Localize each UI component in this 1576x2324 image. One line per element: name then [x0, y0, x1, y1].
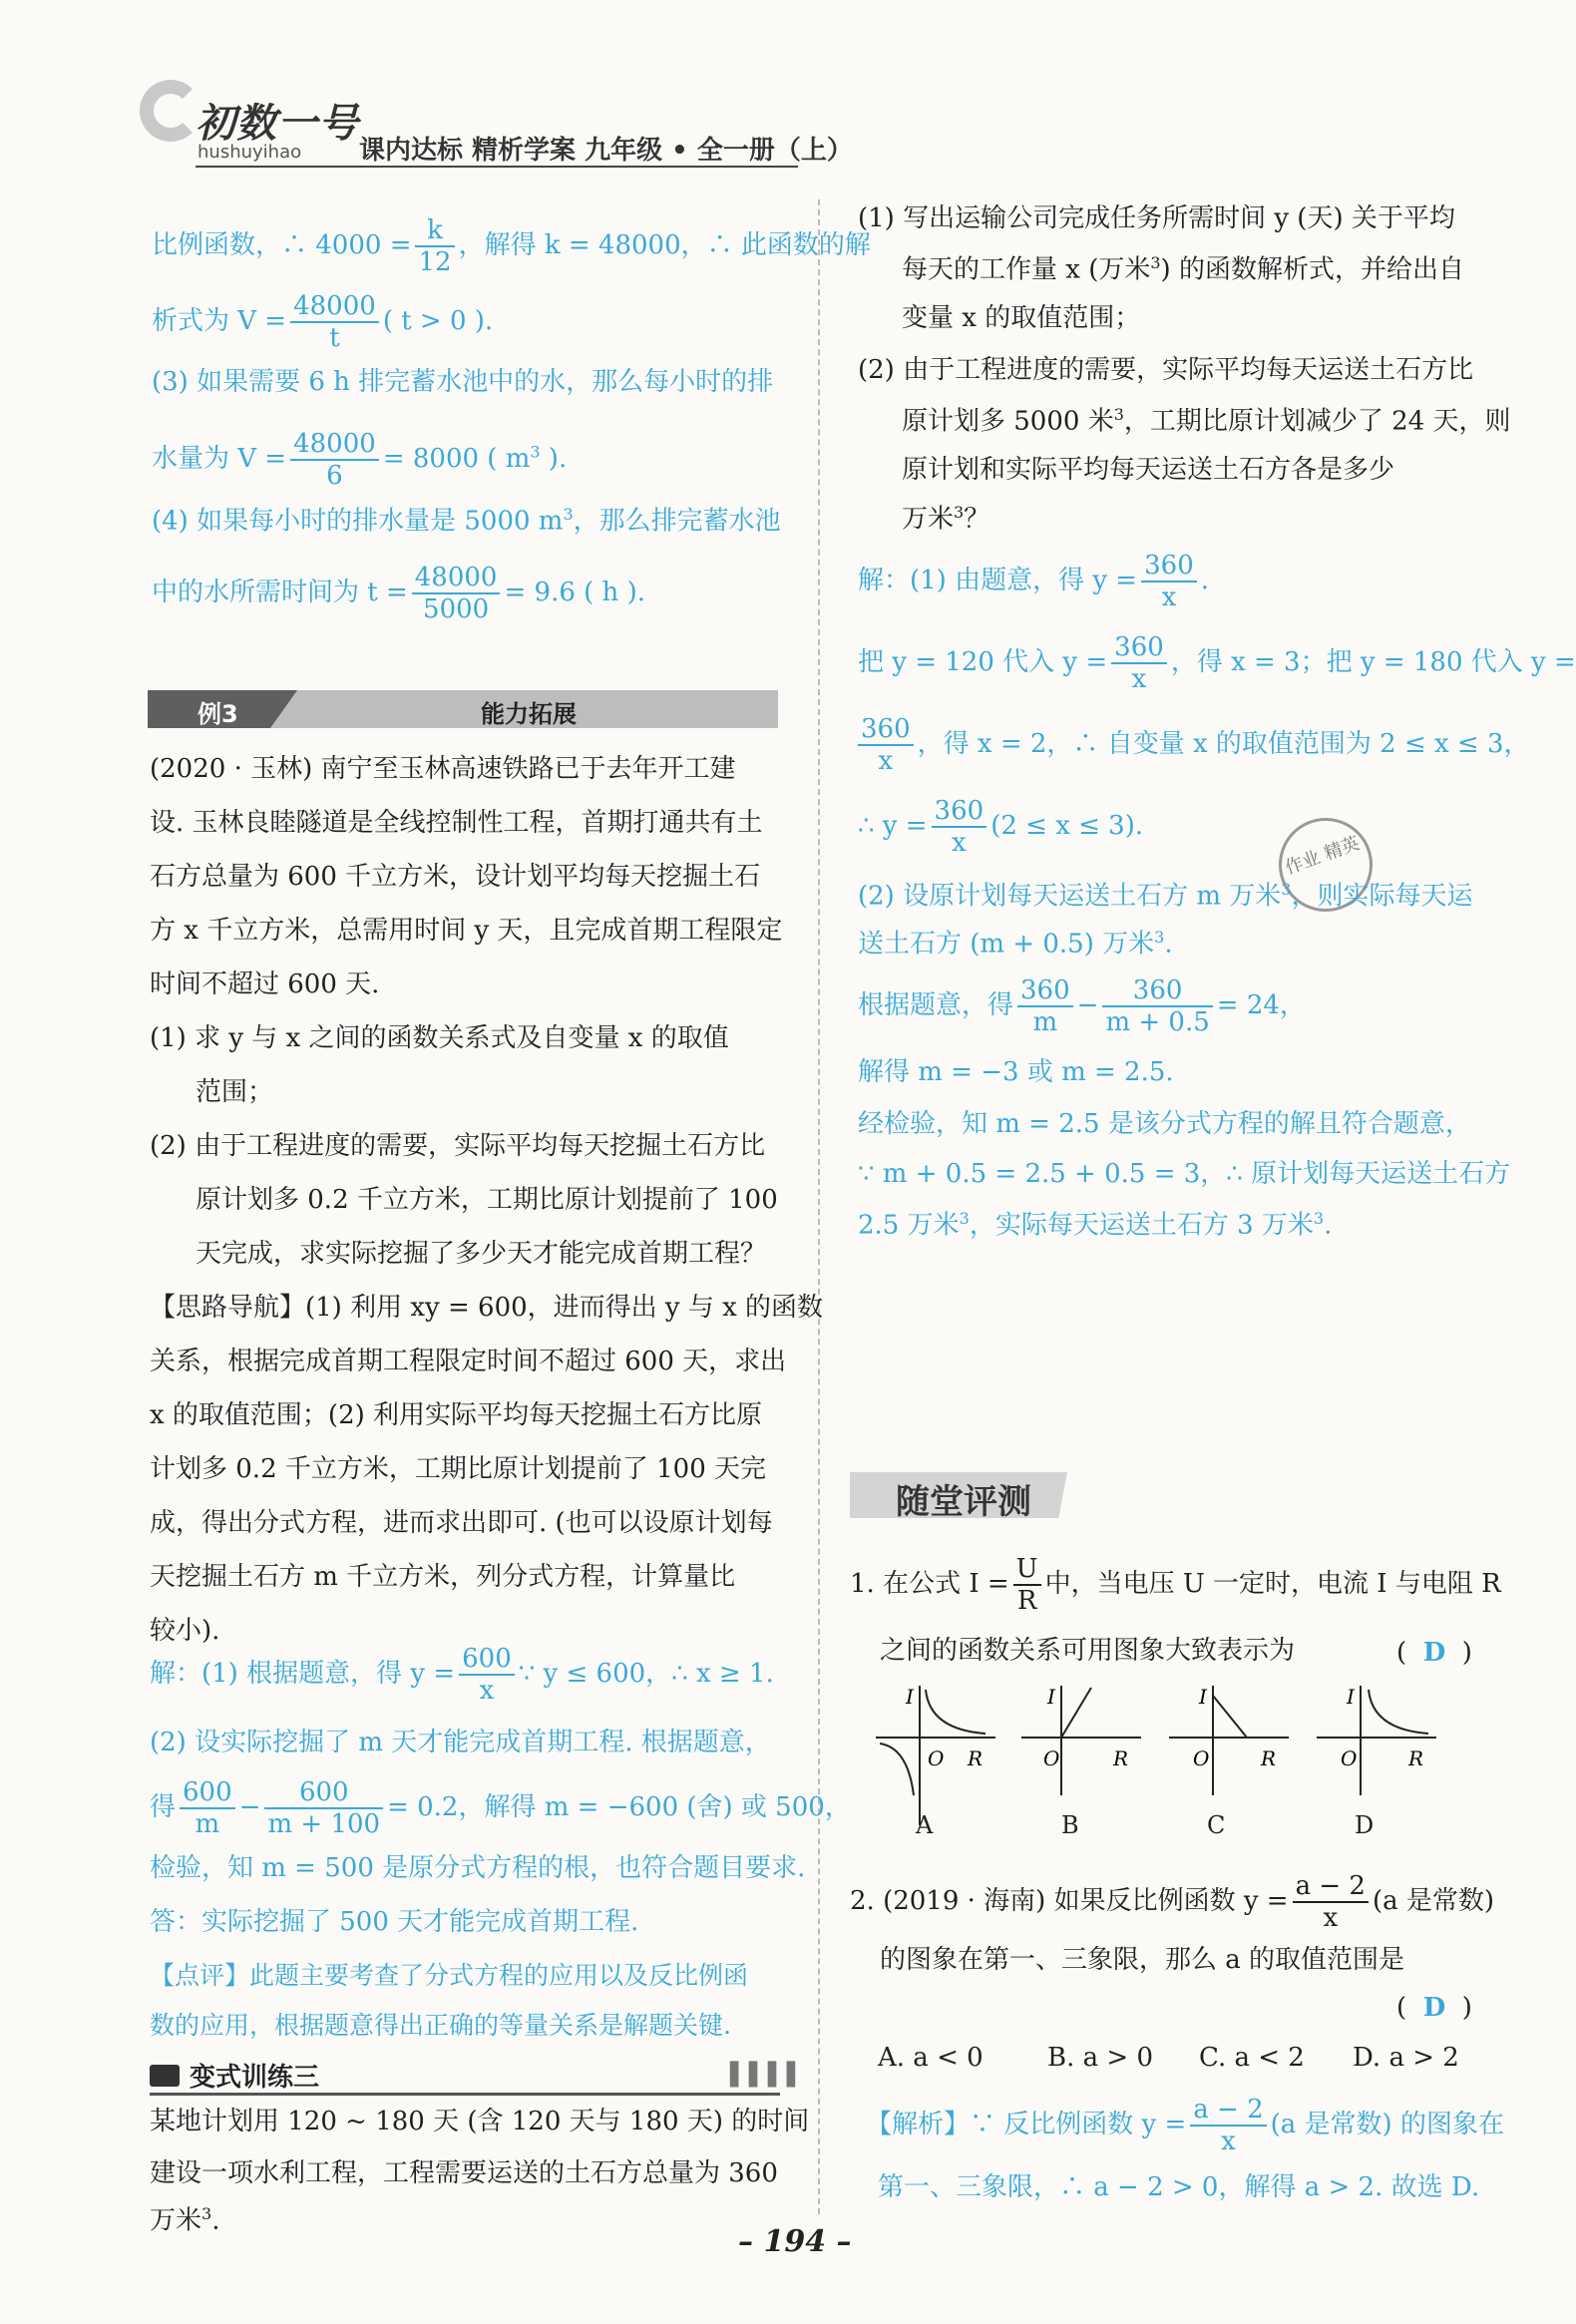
- right-solution-line-9: 经检验，知 m = 2.5 是该分式方程的解且符合题意，: [858, 1109, 1471, 1139]
- question-2-line-3: 天完成，求实际挖掘了多少天才能完成首期工程？: [196, 1239, 767, 1269]
- left-line-5: (4) 如果每小时的排水量是 5000 $m^3$，那么排完蓄水池: [152, 505, 781, 537]
- left-line-2: 析式为 V = $\frac{48000}{t}$ ( t > 0 ).: [152, 291, 494, 353]
- option-c: C. a < 2: [1199, 2043, 1305, 2073]
- right-solution-line-2: 把 y = 120 代入 y = $\frac{360}{x}$ ，得 x = 3；把 y = 180 代入 y =: [858, 632, 1576, 694]
- graph-b-origin: O: [1043, 1746, 1060, 1770]
- logo-ring-icon: [140, 80, 201, 142]
- right-q1-line-1: (1) 写出运输公司完成任务所需时间 y (天) 关于平均: [858, 203, 1455, 233]
- left-line-4: 水量为 V = $\frac{48000}{6}$ = 8000 ( $m^3$ ).: [152, 429, 568, 491]
- solution-line-4: 检验，知 m = 500 是原分式方程的根，也符合题目要求.: [150, 1853, 806, 1883]
- pencil-icon: [150, 2065, 180, 2087]
- guide-line-4: 计划多 0.2 千立方米，工期比原计划提前了 100 天完: [150, 1454, 767, 1484]
- quiz-q1-line-2: 之间的函数关系可用图象大致表示为: [880, 1636, 1296, 1666]
- right-q1-line-2: 每天的工作量 x (万米$^3$) 的函数解析式，并给出自: [902, 253, 1464, 285]
- graph-c-axis-i: I: [1199, 1686, 1207, 1709]
- problem-line-2: 设. 玉林良睦隧道是全线控制性工程，首期打通共有土: [150, 808, 763, 838]
- solution-line-5: 答：实际挖掘了 500 天才能完成首期工程.: [150, 1907, 639, 1937]
- right-q2-line-1: (2) 由于工程进度的需要，实际平均每天运送土石方比: [858, 355, 1474, 385]
- problem-line-4: 方 x 千立方米，总需用时间 y 天，且完成首期工程限定: [150, 916, 783, 946]
- graph-d-axis-r: R: [1408, 1746, 1424, 1770]
- example-label: 例3: [197, 700, 238, 728]
- graph-label-d: D: [1355, 1811, 1375, 1839]
- left-line-3: (3) 如果需要 6 h 排完蓄水池中的水，那么每小时的排: [152, 367, 774, 397]
- right-solution-line-3: $\frac{360}{x}$ ，得 x = 2，∴ 自变量 x 的取值范围为 2 ≤ x ≤ 3，: [854, 716, 1530, 774]
- option-d: D. a > 2: [1353, 2043, 1459, 2073]
- logo-title: 初数一号: [196, 101, 359, 147]
- analysis-line-1: 【解析】∵ 反比例函数 y = $\frac{a - 2}{x}$ (a 是常数) 的图象在: [866, 2095, 1504, 2156]
- graph-d-axis-i: I: [1347, 1686, 1355, 1709]
- question-2-line-2: 原计划多 0.2 千立方米，工期比原计划提前了 100: [196, 1185, 778, 1215]
- right-solution-line-6: 送土石方 (m + 0.5) 万米$^3$.: [858, 928, 1173, 960]
- analysis-line-2: 第一、三象限，∴ a − 2 > 0，解得 a > 2. 故选 D.: [878, 2172, 1480, 2202]
- variant-title: 变式训练三: [190, 2063, 320, 2093]
- left-line-6: 中的水所需时间为 t = $\frac{48000}{5000}$ = 9.6 ( h ).: [152, 563, 645, 624]
- right-solution-line-1: 解：(1) 由题意，得 y = $\frac{360}{x}$ .: [858, 551, 1210, 612]
- problem-line-3: 石方总量为 600 千立方米，设计划平均每天挖掘土石: [150, 862, 761, 892]
- solution-line-1: 解：(1) 根据题意，得 y = $\frac{600}{x}$ ∵ y ≤ 600，∴ x ≥ 1.: [150, 1644, 774, 1706]
- guide-line-2: 关系，根据完成首期工程限定时间不超过 600 天，求出: [150, 1347, 787, 1376]
- header-rule: [196, 166, 798, 168]
- quiz-q2-line-1: 2. (2019 · 海南) 如果反比例函数 y = $\frac{a - 2}{x}$ (a 是常数): [850, 1871, 1495, 1933]
- example-title: 能力拓展: [481, 700, 577, 728]
- header-text: 课内达标 精析学案 九年级 • 全一册（上）: [359, 136, 853, 166]
- option-b: B. a > 0: [1047, 2043, 1153, 2073]
- variant-line-2: 建设一项水利工程，工程需要运送的土石方总量为 360: [150, 2158, 778, 2188]
- right-solution-line-10: ∵ m + 0.5 = 2.5 + 0.5 = 3，∴ 原计划每天运送土石方: [858, 1159, 1511, 1189]
- problem-line-1: (2020 · 玉林) 南宁至玉林高速铁路已于去年开工建: [150, 754, 736, 784]
- right-solution-line-5: (2) 设原计划每天运送土石方 m 万米$^3$，则实际每天运: [858, 880, 1473, 912]
- graph-c-axis-r: R: [1261, 1746, 1277, 1770]
- page-number: – 194 –: [738, 2224, 852, 2259]
- variant-marks: ▌▌▌▌: [730, 2063, 806, 2088]
- question-1-line-1: (1) 求 y 与 x 之间的函数关系式及自变量 x 的取值: [150, 1023, 729, 1053]
- graph-label-a: A: [916, 1811, 934, 1839]
- guide-line-1: 【思路导航】(1) 利用 xy = 600，进而得出 y 与 x 的函数: [150, 1293, 824, 1323]
- graph-d: [1317, 1686, 1436, 1825]
- graph-c: [1169, 1686, 1289, 1825]
- variant-line-1: 某地计划用 120 ~ 180 天 (含 120 天与 180 天) 的时间: [150, 2107, 810, 2136]
- graph-a-origin: O: [928, 1746, 945, 1770]
- guide-line-3: x 的取值范围；(2) 利用实际平均每天挖掘土石方比原: [150, 1400, 763, 1430]
- right-solution-line-4: ∴ y = $\frac{360}{x}$ (2 ≤ x ≤ 3).: [858, 796, 1144, 858]
- question-1-line-2: 范围；: [196, 1077, 274, 1107]
- guide-line-6: 天挖掘土石方 m 千立方米，列分式方程，计算量比: [150, 1562, 736, 1592]
- solution-line-3: 得 $\frac{600}{m}$ − $\frac{600}{m + 100}$ = 0.2，解得 m = −600 (舍) 或 500，: [150, 1777, 851, 1839]
- right-solution-line-8: 解得 m = −3 或 m = 2.5.: [858, 1057, 1174, 1087]
- graph-label-c: C: [1207, 1811, 1226, 1839]
- guide-line-5: 成，得出分式方程，进而求出即可. (也可以设原计划每: [150, 1508, 773, 1538]
- graph-a-axis-i: I: [906, 1686, 914, 1709]
- question-2-line-1: (2) 由于工程进度的需要，实际平均每天挖掘土石方比: [150, 1131, 766, 1161]
- quiz-title: 随堂评测: [896, 1482, 1031, 1522]
- solution-line-2: (2) 设实际挖掘了 m 天才能完成首期工程. 根据题意，: [150, 1728, 771, 1757]
- graph-label-b: B: [1061, 1811, 1079, 1839]
- stamp-icon: 作业 精英: [1266, 805, 1385, 925]
- review-line-2: 数的应用，根据题意得出正确的等量关系是解题关键.: [150, 2011, 731, 2040]
- graph-a: [876, 1686, 995, 1825]
- quiz-q2-line-2: 的图象在第一、三象限，那么 a 的取值范围是: [880, 1945, 1405, 1975]
- right-q1-line-3: 变量 x 的取值范围；: [902, 303, 1141, 333]
- variant-rule: [150, 2093, 780, 2096]
- quiz-q1-line-1: 1. 在公式 I = $\frac{U}{R}$ 中，当电压 U 一定时，电流 I 与电阻 R: [850, 1554, 1501, 1616]
- right-q2-line-2: 原计划多 5000 米$^3$，工期比原计划减少了 24 天，则: [902, 405, 1511, 437]
- graph-d-origin: O: [1341, 1746, 1358, 1770]
- review-line-1: 【点评】此题主要考查了分式方程的应用以及反比例函: [150, 1961, 749, 1990]
- right-q2-line-3: 原计划和实际平均每天运送土石方各是多少: [902, 455, 1395, 485]
- graph-b-axis-r: R: [1113, 1746, 1129, 1770]
- logo-subtitle: hushuyihao: [197, 142, 302, 163]
- graph-b-axis-i: I: [1047, 1686, 1055, 1709]
- right-solution-line-7: 根据题意，得 $\frac{360}{m}$ − $\frac{360}{m + 0.5}$ = 24，: [858, 975, 1306, 1037]
- quiz-q1-answer: ( D ): [1396, 1638, 1472, 1668]
- variant-line-3: 万米$^3$.: [150, 2204, 220, 2236]
- left-line-1: 比例函数，∴ 4000 = $\frac{k}{12}$ ，解得 k = 48000，∴ 此函数的解: [152, 215, 871, 277]
- right-solution-line-11: 2.5 万米$^3$，实际每天运送土石方 3 万米$^3$.: [858, 1209, 1333, 1241]
- graph-c-origin: O: [1193, 1746, 1210, 1770]
- quiz-q2-answer: ( D ): [1396, 1993, 1472, 2023]
- graph-a-axis-r: R: [968, 1746, 984, 1770]
- right-q2-line-4: 万米$^3$？: [902, 503, 990, 535]
- option-a: A. a < 0: [878, 2043, 984, 2073]
- graph-b: [1021, 1686, 1141, 1825]
- column-divider: [818, 199, 820, 2214]
- problem-line-5: 时间不超过 600 天.: [150, 969, 380, 999]
- guide-line-7: 较小).: [150, 1616, 220, 1646]
